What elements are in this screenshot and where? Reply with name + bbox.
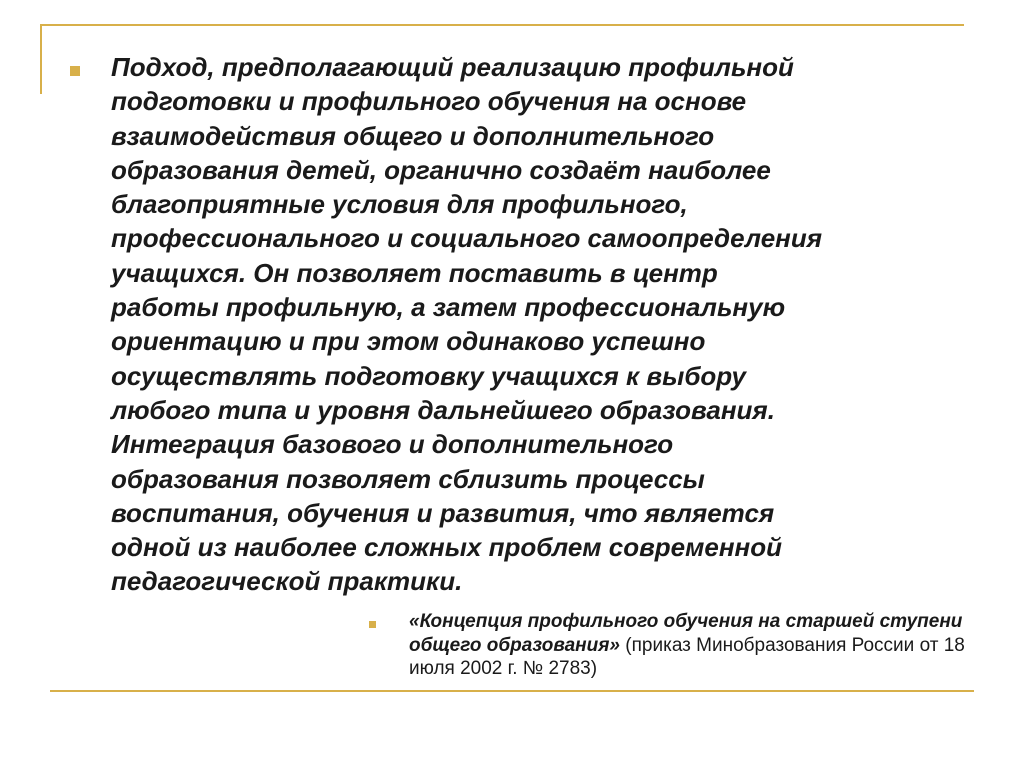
citation-details: (приказ Минобразования России от 18 июля 2002 г. № 2783) (409, 634, 965, 679)
citation-paragraph (409, 610, 989, 681)
square-bullet-icon (369, 621, 376, 628)
citation-title: «Концепция профильного обучения на старшей ступени общего образования» (409, 611, 963, 656)
main-paragraph: Подход, предполагающий реализацию профильной подготовки и профильного обучения на основе взаимодействия общего и дополнительного образования детей, органично создаёт наиболее благоприятные условия для профильного, профессионального и социального самоопределения учащихся. Он позволяет поставить в центр работы профильную, а затем профессиональную ориентацию и при этом одинаково успешно осуществлять подготовку учащихся к выбору любого типа и уровня дальнейшего образования. Интеграция базового и дополнительного образования позволяет сблизить процессы воспитания, обучения и развития, что является одной из наиболее сложных проблем современной педагогической практики. (111, 52, 823, 597)
square-bullet-icon (70, 66, 80, 76)
left-decorative-line (40, 24, 42, 94)
top-decorative-line (40, 24, 964, 26)
bottom-decorative-line (50, 690, 974, 692)
